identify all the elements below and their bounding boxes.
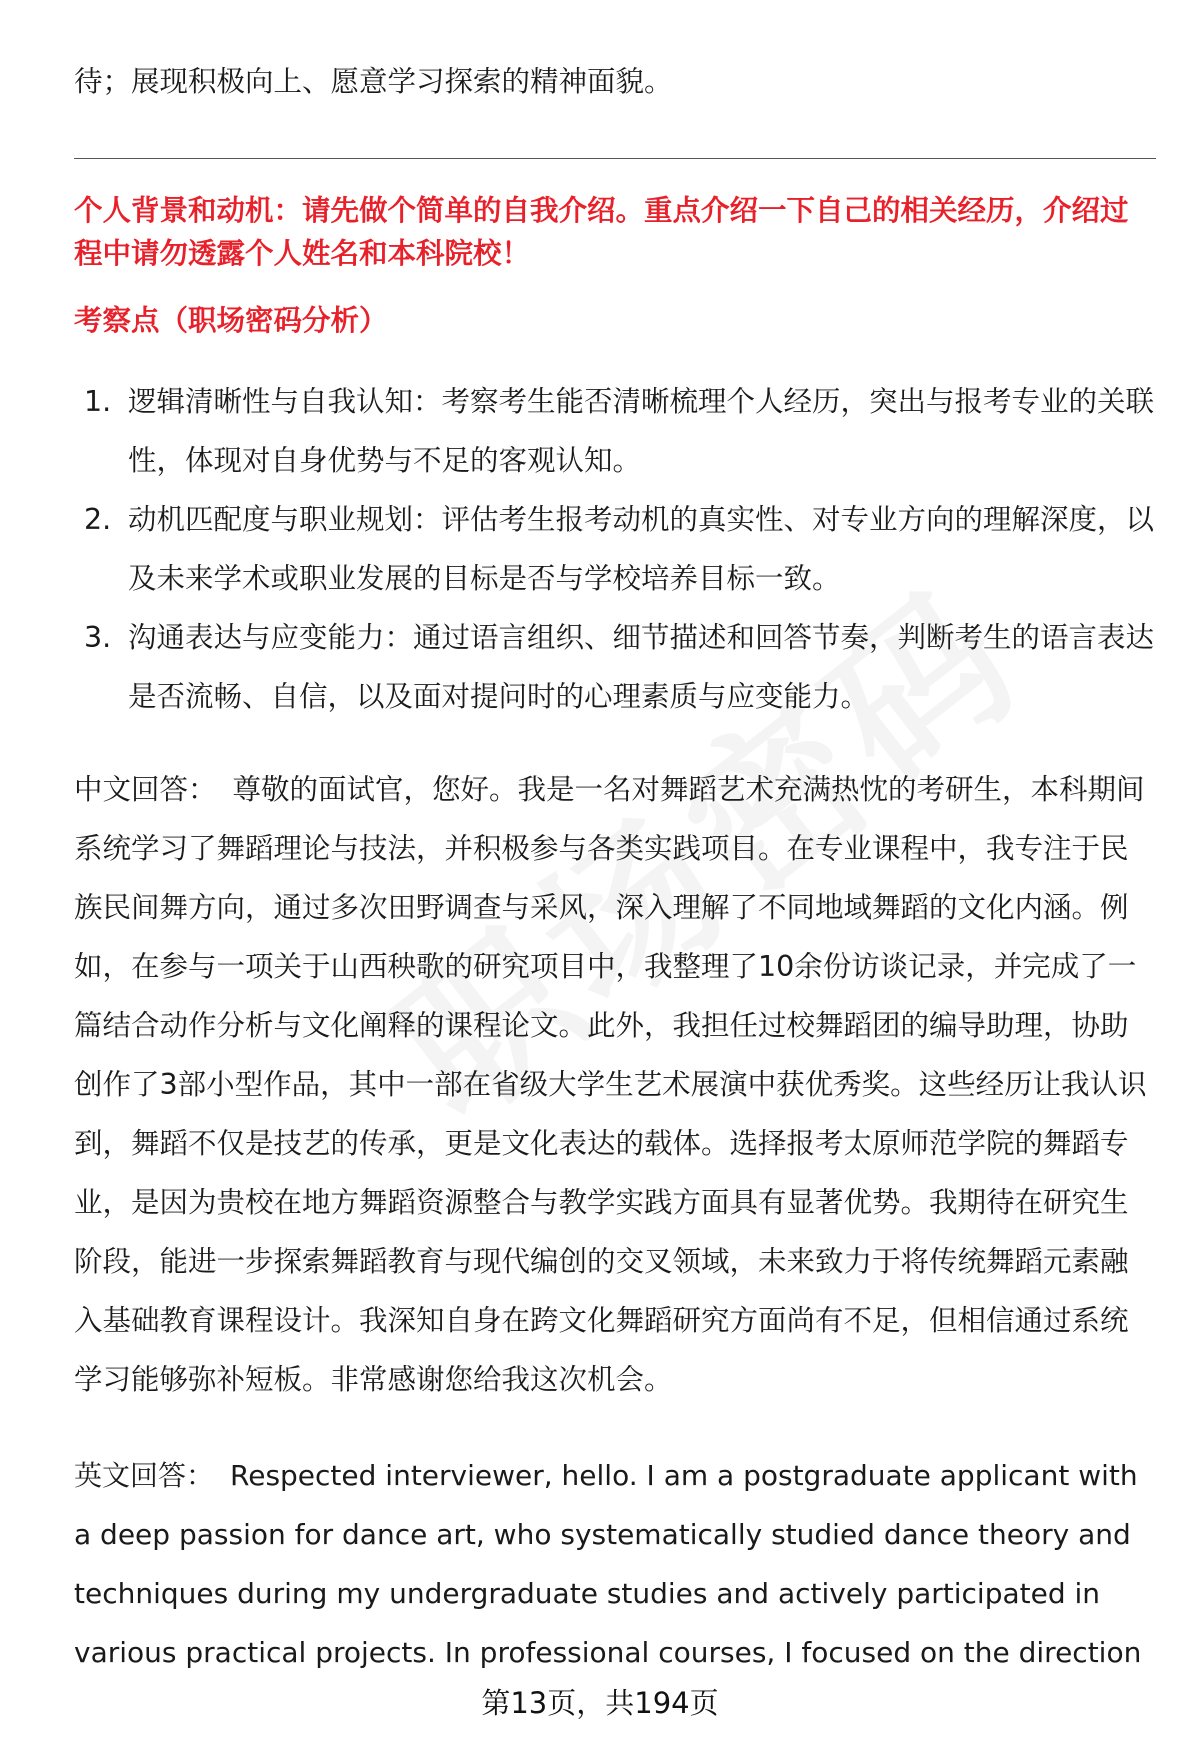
question-heading: 个人背景和动机：请先做个简单的自我介绍。重点介绍一下自己的相关经历，介绍过程中请勿透露个人姓名和本科院校！ xyxy=(74,194,1129,270)
list-item-text: 逻辑清晰性与自我认知：考察考生能否清晰梳理个人经历，突出与报考专业的关联性，体现对自身优势与不足的客观认知。 xyxy=(128,385,1155,477)
list-item xyxy=(74,490,1156,608)
list-item-text: 沟通表达与应变能力：通过语言组织、细节描述和回答节奏，判断考生的语言表达是否流畅、自信，以及面对提问时的心理素质与应变能力。 xyxy=(128,621,1155,713)
focus-points-list xyxy=(74,372,1156,726)
page-footer: 第13页，共194页 xyxy=(481,1686,719,1720)
document-page xyxy=(74,0,1156,1755)
chinese-answer-label: 中文回答： xyxy=(74,773,217,806)
list-number: 2. xyxy=(84,503,112,536)
section-divider xyxy=(74,158,1156,159)
list-item xyxy=(74,608,1156,726)
chinese-answer xyxy=(74,760,1156,1409)
list-number: 1. xyxy=(84,385,112,418)
previous-answer-tail: 待；展现积极向上、愿意学习探索的精神面貌。 xyxy=(74,65,673,98)
focus-points-title: 考察点（职场密码分析） xyxy=(74,304,388,337)
english-answer-label: 英文回答： xyxy=(74,1459,215,1492)
list-item-text: 动机匹配度与职业规划：评估考生报考动机的真实性、对专业方向的理解深度，以及未来学术或职业发展的目标是否与学校培养目标一致。 xyxy=(128,503,1155,595)
list-number: 3. xyxy=(84,621,112,654)
list-item xyxy=(74,372,1156,490)
chinese-answer-text: 尊敬的面试官，您好。我是一名对舞蹈艺术充满热忱的考研生，本科期间系统学习了舞蹈理论与技法，并积极参与各类实践项目。在专业课程中，我专注于民族民间舞方向，通过多次田野调查与采风，深入理解了不同地域舞蹈的文化内涵。例如，在参与一项关于山西秧歌的研究项目中，我整理了10余份访谈记录，并完成了一篇结合动作分析与文化阐释的课程论文。此外，我担任过校舞蹈团的编导助理，协助创作了3部小型作品，其中一部在省级大学生艺术展演中获优秀奖。这些经历让我认识到，舞蹈不仅是技艺的传承，更是文化表达的载体。选择报考太原师范学院的舞蹈专业，是因为贵校在地方舞蹈资源整合与教学实践方面具有显著优势。我期待在研究生阶段，能进一步探索舞蹈教育与现代编创的交叉领域，未来致力于将传统舞蹈元素融入基础教育课程设计。我深知自身在跨文化舞蹈研究方面尚有不足，但相信通过系统学习能够弥补短板。非常感谢您给我这次机会。 xyxy=(74,773,1147,1396)
english-answer-text: Respected interviewer, hello. I am a postgraduate applicant with a deep passion for dance art, who systematically studied dance theory and techniques during my undergraduate studies and actively participated in various practical projects. In professional courses, I focused on the direction xyxy=(74,1459,1142,1669)
english-answer xyxy=(74,1446,1156,1682)
